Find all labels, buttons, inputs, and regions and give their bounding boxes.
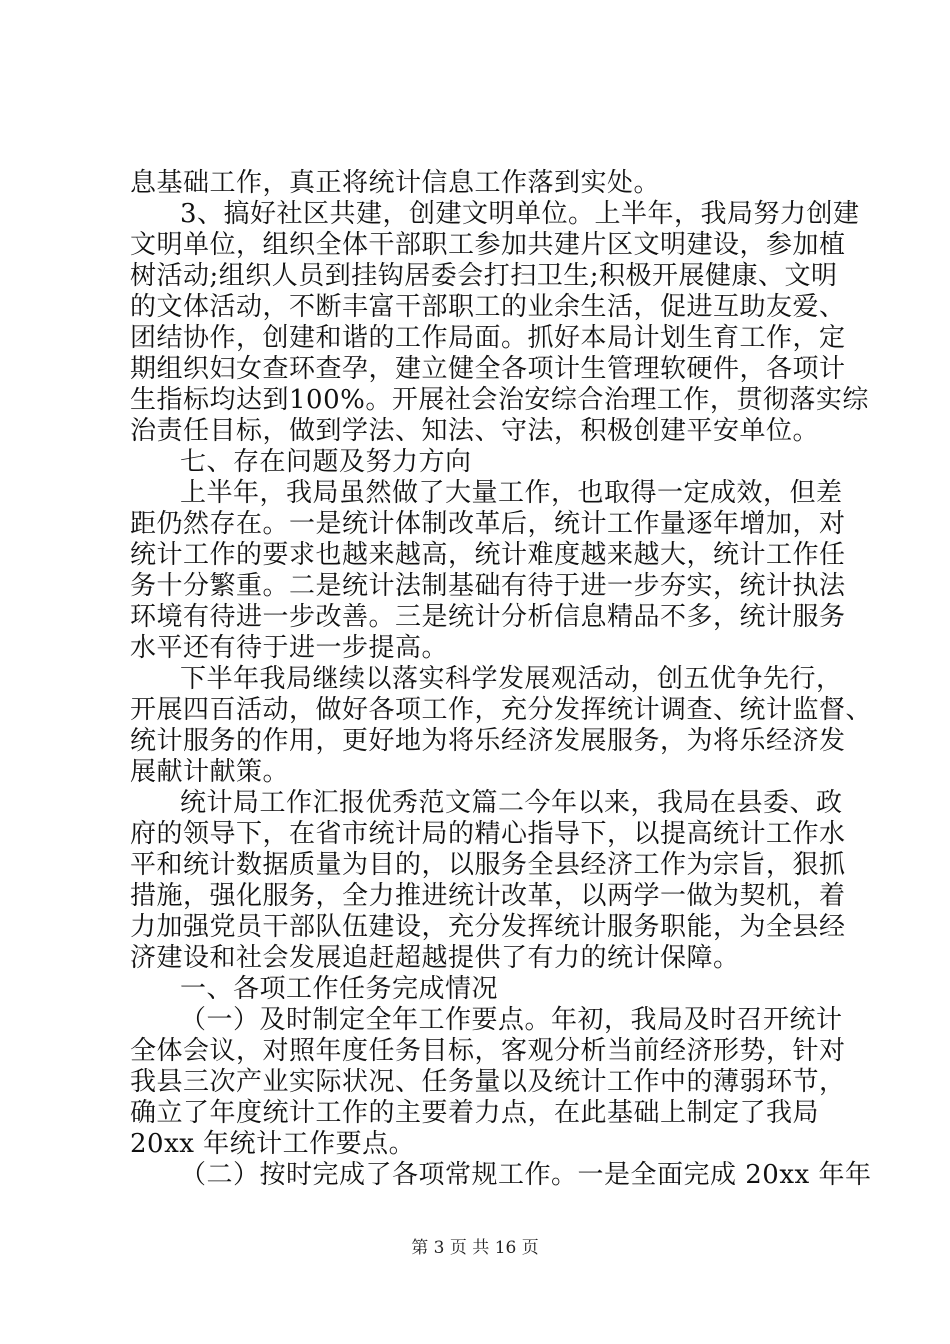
- text-line: 下半年我局继续以落实科学发展观活动，创五优争先行，: [180, 664, 843, 694]
- text-line: 我县三次产业实际状况、任务量以及统计工作中的薄弱环节，: [130, 1067, 846, 1097]
- page-number-footer: 第 3 页 共 16 页: [411, 1238, 539, 1258]
- text-line: 开展四百活动，做好各项工作，充分发挥统计调查、统计监督、: [130, 695, 873, 725]
- text-line: 树活动;组织人员到挂钩居委会打扫卫生;积极开展健康、文明: [130, 261, 838, 291]
- text-line: 的文体活动，不断丰富干部职工的业余生活，促进互助友爱、: [130, 292, 846, 322]
- text-line: 统计局工作汇报优秀范文篇二今年以来，我局在县委、政: [180, 788, 843, 818]
- text-line: 平和统计数据质量为目的，以服务全县经济工作为宗旨，狠抓: [130, 850, 846, 880]
- text-line: 措施，强化服务，全力推进统计改革，以两学一做为契机，着: [130, 881, 846, 911]
- section-heading: 一、各项工作任务完成情况: [180, 974, 499, 1004]
- text-line: 团结协作，创建和谐的工作局面。抓好本局计划生育工作，定: [130, 323, 846, 353]
- section-heading: 七、存在问题及努力方向: [180, 447, 472, 477]
- text-line: 生指标均达到100%。开展社会治安综合治理工作，贯彻落实综: [130, 385, 869, 415]
- text-line: 20xx 年统计工作要点。: [130, 1129, 416, 1159]
- text-line: 息基础工作，真正将统计信息工作落到实处。: [130, 168, 661, 198]
- text-line: 期组织妇女查环查孕，建立健全各项计生管理软硬件，各项计: [130, 354, 846, 384]
- text-line: 展献计献策。: [130, 757, 290, 787]
- text-line: 上半年，我局虽然做了大量工作，也取得一定成效，但差: [180, 478, 843, 508]
- text-line: 务十分繁重。二是统计法制基础有待于进一步夯实，统计执法: [130, 571, 846, 601]
- text-line: （一）及时制定全年工作要点。年初，我局及时召开统计: [180, 1005, 843, 1035]
- text-line: 统计工作的要求也越来越高，统计难度越来越大，统计工作任: [130, 540, 846, 570]
- text-line: （二）按时完成了各项常规工作。一是全面完成 20xx 年年: [180, 1160, 872, 1190]
- text-line: 济建设和社会发展追赶超越提供了有力的统计保障。: [130, 943, 740, 973]
- text-line: 统计服务的作用，更好地为将乐经济发展服务，为将乐经济发: [130, 726, 846, 756]
- text-line: 力加强党员干部队伍建设，充分发挥统计服务职能，为全县经: [130, 912, 846, 942]
- text-line: 全体会议，对照年度任务目标，客观分析当前经济形势，针对: [130, 1036, 846, 1066]
- text-line: 文明单位，组织全体干部职工参加共建片区文明建设，参加植: [130, 230, 846, 260]
- text-line: 距仍然存在。一是统计体制改革后，统计工作量逐年增加，对: [130, 509, 846, 539]
- text-line: 治责任目标，做到学法、知法、守法，积极创建平安单位。: [130, 416, 820, 446]
- text-line: 府的领导下，在省市统计局的精心指导下，以提高统计工作水: [130, 819, 846, 849]
- text-line: 水平还有待于进一步提高。: [130, 633, 449, 663]
- text-line: 确立了年度统计工作的主要着力点，在此基础上制定了我局: [130, 1098, 820, 1128]
- text-line: 3、搞好社区共建，创建文明单位。上半年，我局努力创建: [180, 199, 860, 229]
- text-line: 环境有待进一步改善。三是统计分析信息精品不多，统计服务: [130, 602, 846, 632]
